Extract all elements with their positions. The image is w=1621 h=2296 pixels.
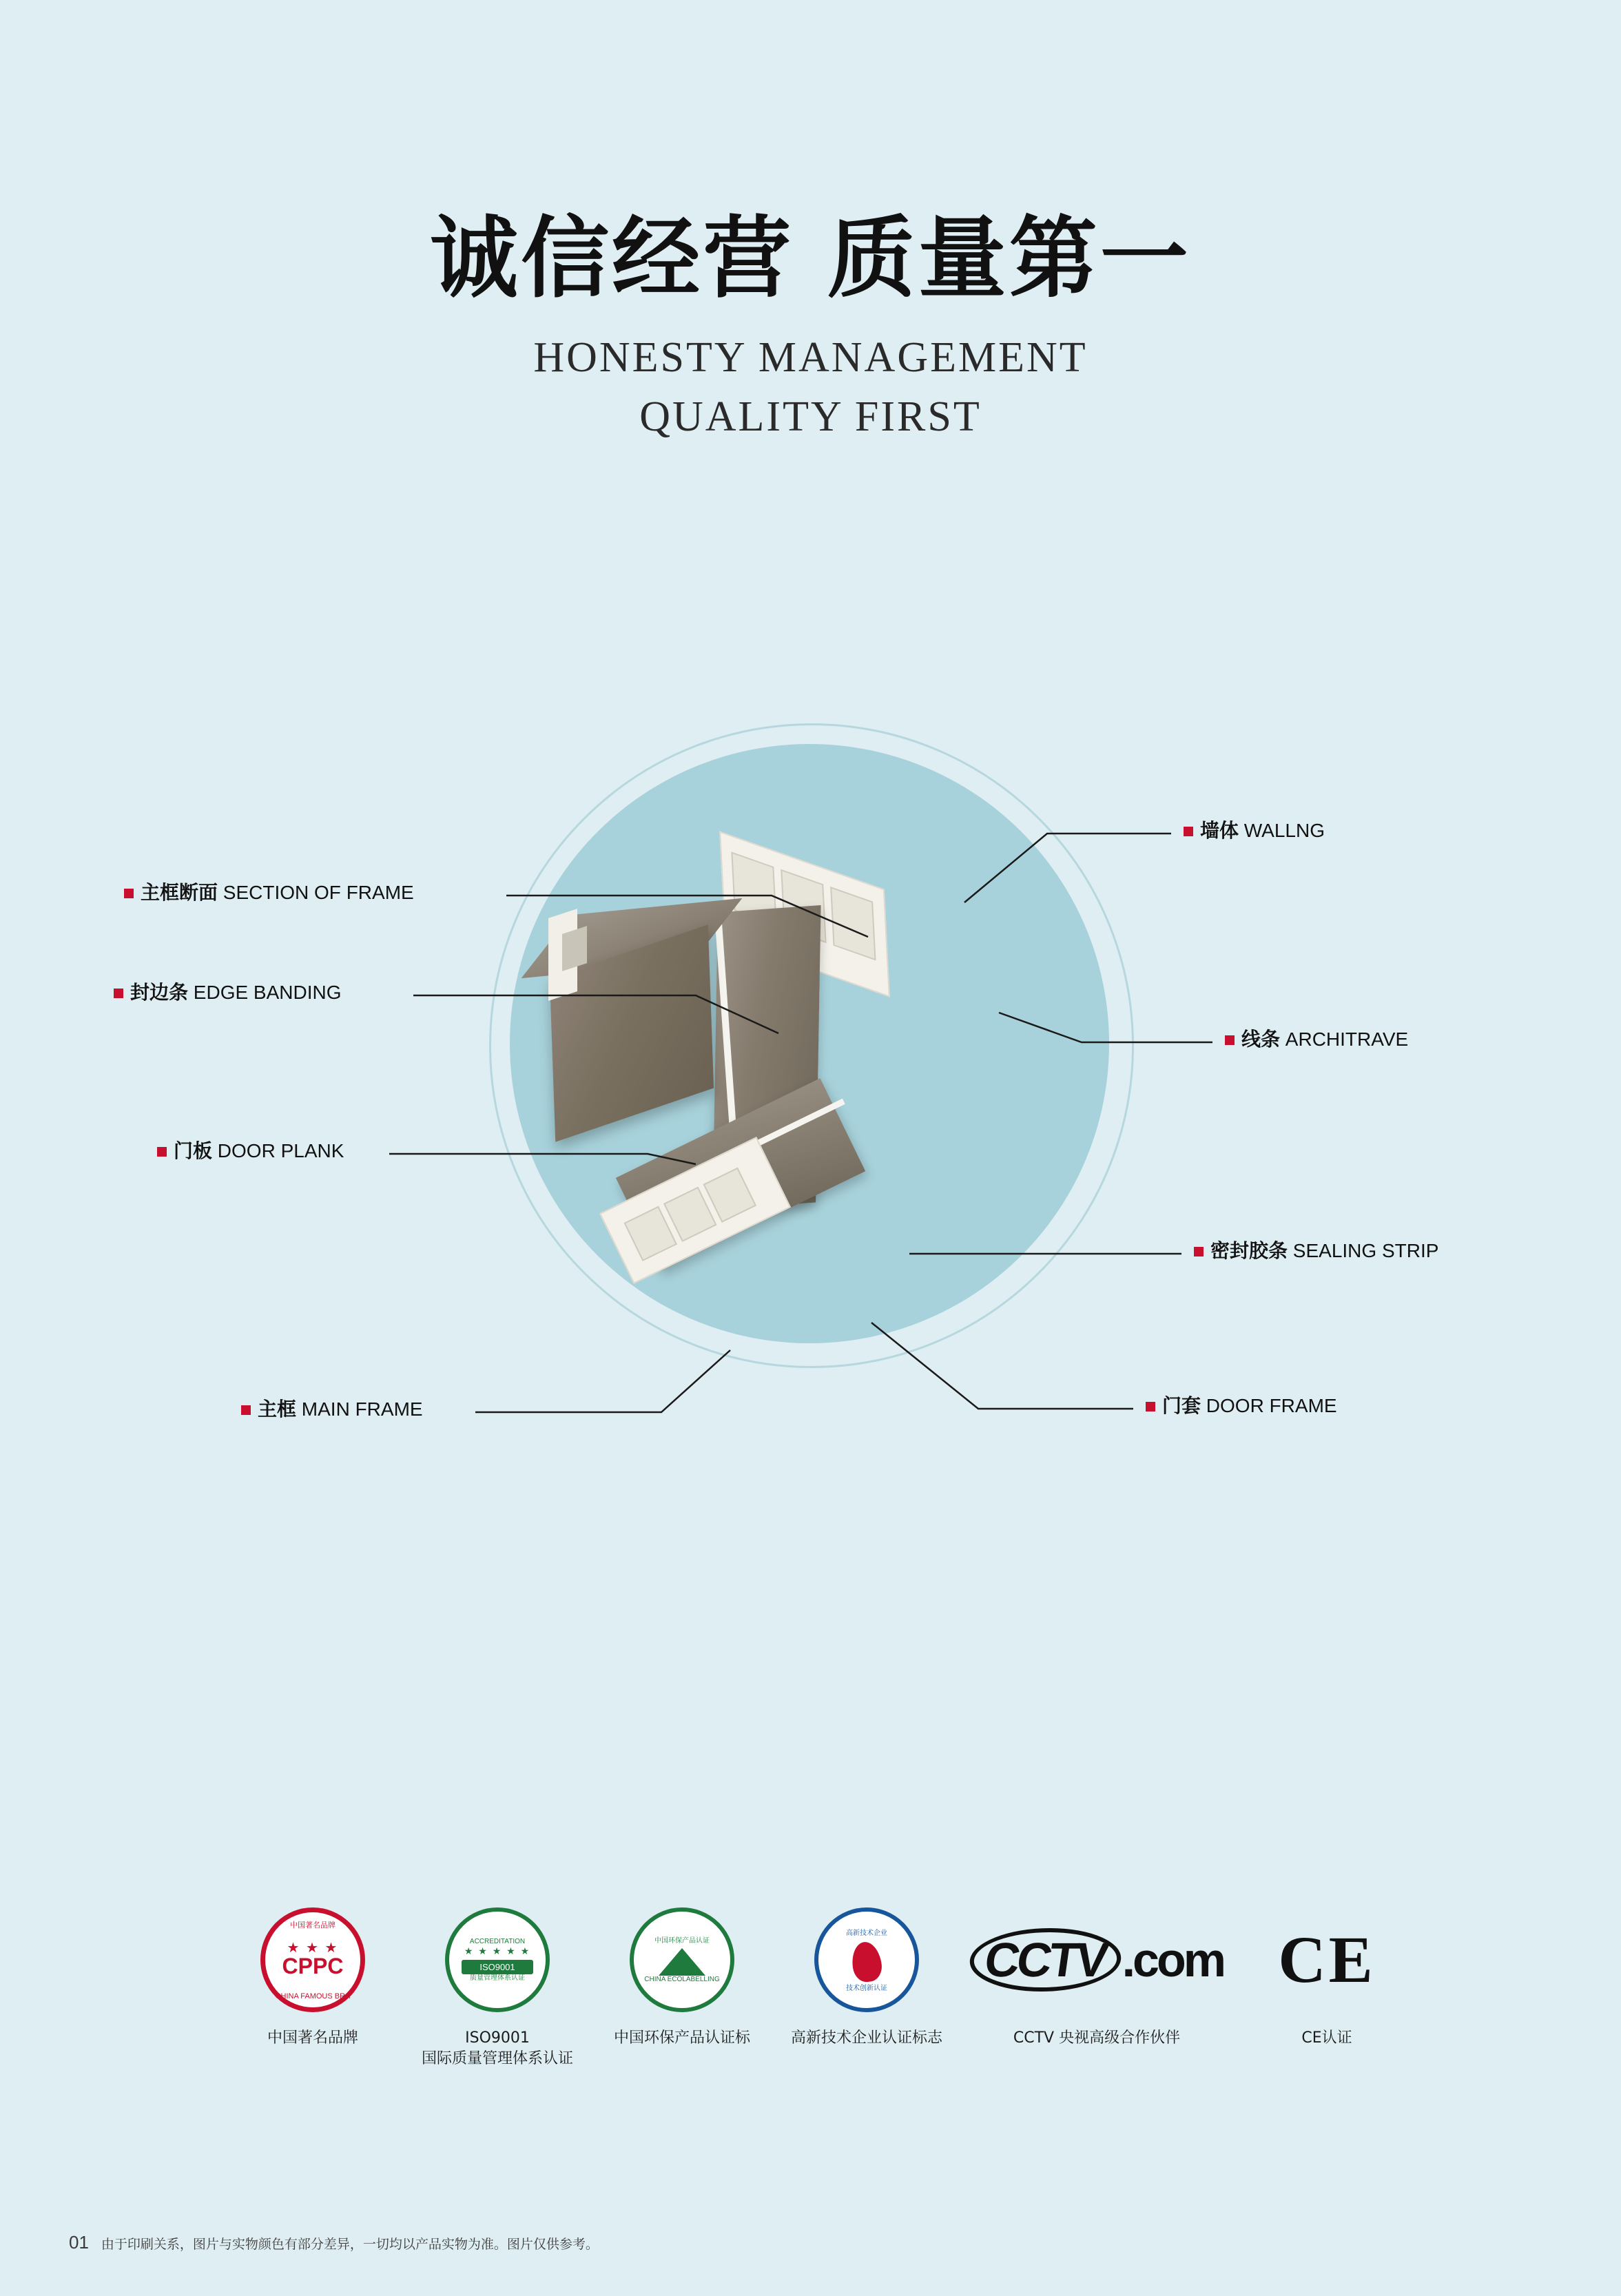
flame-icon: [849, 1940, 884, 1983]
page-title-en-line2: QUALITY FIRST: [639, 393, 982, 440]
certification-caption: CE认证: [1301, 2029, 1352, 2047]
ce-wordmark: CE: [1278, 1923, 1376, 1996]
callout-section-of-frame: [124, 883, 414, 902]
certification-item-ce: [1248, 1901, 1405, 2049]
bullet-square-icon: [241, 1405, 251, 1415]
page-title-en: [0, 329, 1621, 446]
callout-label-en: EDGE BANDING: [193, 982, 342, 1003]
certification-row: [234, 1901, 1405, 2069]
cppc-ring-top-text: 中国著名品牌: [290, 1921, 335, 1930]
callout-sealing-strip: [1194, 1241, 1438, 1261]
eco-ring-top-text: 中国环保产品认证: [654, 1936, 710, 1945]
footer-disclaimer: 由于印刷关系，图片与实物颜色有部分差异，一切均以产品实物为准。图片仅供参考。: [101, 2237, 599, 2252]
callout-label-en: DOOR FRAME: [1206, 1395, 1337, 1416]
certification-item-cctv: [973, 1901, 1224, 2049]
certification-caption: [419, 2028, 576, 2069]
iso-ring-bottom-text: 质量管理体系认证: [470, 1974, 525, 1982]
certification-caption: CCTV 央视高级合作伙伴: [1013, 2029, 1181, 2047]
callout-door-frame: [1146, 1396, 1337, 1416]
callout-walling: [1184, 821, 1325, 840]
bullet-square-icon: [114, 989, 123, 998]
bullet-square-icon: [1184, 827, 1193, 836]
callout-door-plank: [157, 1141, 344, 1161]
callout-label-cn: 密封胶条: [1210, 1239, 1288, 1262]
callout-label-cn: 封边条: [130, 981, 189, 1004]
iso-ring-top-text: ACCREDITATION: [469, 1938, 526, 1945]
bullet-square-icon: [124, 889, 134, 898]
bullet-square-icon: [157, 1147, 167, 1157]
certification-item-iso9001: [419, 1901, 576, 2069]
cppc-ring-bottom-text: CHINA FAMOUS BRA: [275, 1992, 351, 2000]
eco-ring-bottom-text: CHINA ECOLABELLING: [644, 1975, 720, 1983]
cctv-domain-suffix: .com: [1122, 1933, 1224, 1987]
cctv-com-logo-icon: [973, 1901, 1224, 2018]
cppc-stars: ★ ★ ★: [287, 1941, 339, 1956]
callout-label-cn: 墙体: [1200, 819, 1239, 842]
bullet-square-icon: [1225, 1035, 1235, 1045]
callout-label-cn: 门套: [1162, 1394, 1201, 1417]
certification-item-high-tech: [788, 1901, 945, 2049]
china-ecolabelling-badge-icon: [603, 1901, 761, 2018]
bullet-square-icon: [1146, 1402, 1155, 1411]
callout-label-en: SECTION OF FRAME: [223, 882, 414, 903]
callout-label-en: MAIN FRAME: [301, 1398, 423, 1420]
high-tech-ring-top-text: 高新技术企业: [846, 1930, 887, 1937]
iso-wordmark: ISO9001: [462, 1960, 533, 1974]
callout-label-cn: 线条: [1241, 1028, 1281, 1051]
callout-label-cn: 主框: [258, 1398, 297, 1420]
bullet-square-icon: [1194, 1247, 1204, 1256]
iso9001-badge-icon: [419, 1901, 576, 2018]
callout-label-cn: 主框断面: [141, 881, 218, 904]
high-tech-ring-bottom-text: 技术创新认证: [846, 1985, 887, 1992]
page-title-en-line1: HONESTY MANAGEMENT: [533, 334, 1088, 382]
callout-main-frame: [241, 1400, 423, 1419]
eco-mountain-icon: [659, 1948, 705, 1976]
cppc-badge-icon: [234, 1901, 391, 2018]
page-title-cn: 诚信经营 质量第一: [430, 207, 1191, 310]
certification-caption: 高新技术企业认证标志: [790, 2029, 942, 2047]
callout-edge-banding: [114, 983, 342, 1002]
callout-label-en: SEALING STRIP: [1292, 1240, 1439, 1261]
callout-label-en: ARCHITRAVE: [1285, 1028, 1409, 1050]
callout-label-en: DOOR PLANK: [217, 1140, 344, 1161]
callout-label-en: WALLNG: [1243, 820, 1325, 841]
cctv-wordmark: CCTV: [966, 1928, 1125, 1992]
page-header: [0, 207, 1621, 446]
ce-mark-icon: [1248, 1901, 1405, 2018]
page-number: 01: [69, 2232, 89, 2253]
high-tech-enterprise-badge-icon: [788, 1901, 945, 2018]
certification-caption: 中国环保产品认证标: [613, 2029, 750, 2047]
iso-stars: ★ ★ ★ ★ ★: [464, 1945, 531, 1956]
callout-architrave: [1225, 1030, 1408, 1049]
product-illustration: [544, 847, 1026, 1343]
certification-item-cppc: [234, 1901, 391, 2049]
certification-caption-line1: ISO9001: [465, 2029, 530, 2047]
cppc-wordmark: CPPC: [282, 1954, 344, 1979]
certification-item-ecolabelling: [603, 1901, 761, 2049]
callout-label-cn: 门板: [174, 1139, 213, 1162]
page-footer: [69, 2232, 599, 2253]
certification-caption: 中国著名品牌: [267, 2029, 358, 2047]
certification-caption-line2: 国际质量管理体系认证: [421, 2049, 573, 2067]
